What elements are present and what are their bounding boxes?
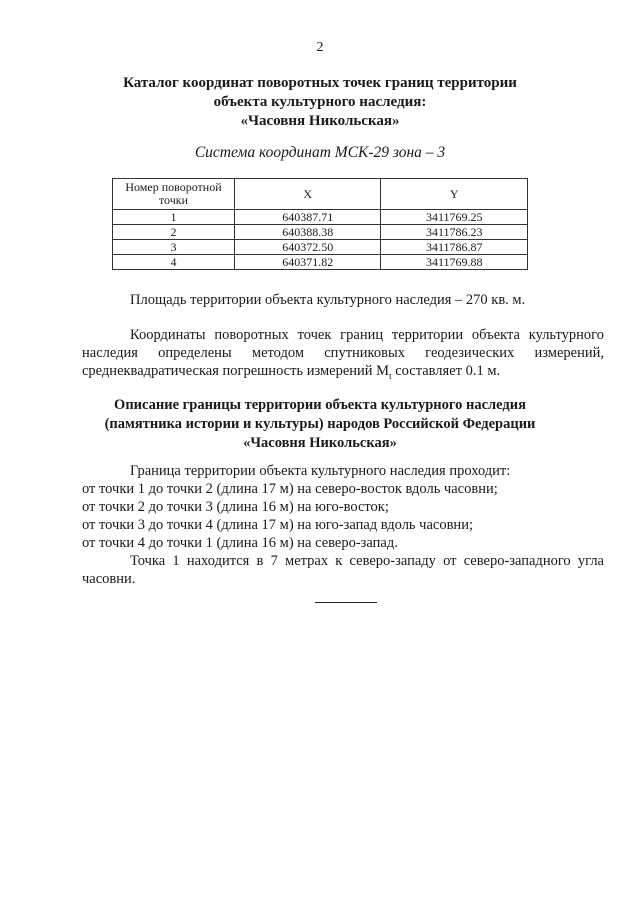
cell-point-number: 3 <box>113 240 235 255</box>
cell-point-number: 2 <box>113 225 235 240</box>
boundary-segment: от точки 3 до точки 4 (длина 17 м) на юго-запад вдоль часовни; <box>82 517 473 533</box>
boundary-title-line: (памятника истории и культуры) народов Российской Федерации <box>104 416 536 432</box>
header-x: X <box>235 179 381 210</box>
coordinates-method-paragraph <box>82 326 604 385</box>
point-location-note: Точка 1 находится в 7 метрах к северо-западу от северо-западного угла часовни. <box>82 553 604 587</box>
cell-x: 640371.82 <box>235 255 381 270</box>
cell-point-number: 1 <box>113 210 235 225</box>
table-header-row <box>113 179 528 210</box>
cell-y: 3411769.25 <box>381 210 528 225</box>
catalog-title-line: «Часовня Никольская» <box>240 113 400 129</box>
header-point-number: Номер поворотной точки <box>113 179 235 210</box>
boundary-segment: от точки 2 до точки 3 (длина 16 м) на юго-восток; <box>82 499 389 515</box>
table-row <box>113 210 528 225</box>
method-text-end: составляет 0.1 м. <box>391 363 501 379</box>
boundary-description-title <box>60 396 580 453</box>
catalog-title-line: Каталог координат поворотных точек границ территории <box>123 75 517 91</box>
cell-point-number: 4 <box>113 255 235 270</box>
method-text-start: Координаты поворотных точек границ территории объекта культурного наследия определены методом спутниковых геодезических измерений, среднеквадратическая погрешность измерений М <box>82 327 604 379</box>
boundary-title-line: Описание границы территории объекта культурного наследия <box>114 397 526 413</box>
page-number: 2 <box>316 40 324 55</box>
coordinates-table <box>112 178 528 270</box>
coordinate-system-label: Система координат МСК-29 зона – 3 <box>194 144 446 161</box>
boundary-title-line: «Часовня Никольская» <box>243 435 397 451</box>
boundary-description <box>82 462 604 588</box>
cell-x: 640388.38 <box>235 225 381 240</box>
boundary-segment: от точки 1 до точки 2 (длина 17 м) на северо-восток вдоль часовни; <box>82 481 498 497</box>
closing-rule <box>315 602 377 603</box>
table-row <box>113 225 528 240</box>
method-subscript: t <box>389 370 392 381</box>
cell-x: 640387.71 <box>235 210 381 225</box>
table-row <box>113 240 528 255</box>
boundary-segment: от точки 4 до точки 1 (длина 16 м) на северо-запад. <box>82 535 398 551</box>
area-paragraph: Площадь территории объекта культурного наследия – 270 кв. м. <box>130 292 526 308</box>
table-row <box>113 255 528 270</box>
cell-y: 3411786.23 <box>381 225 528 240</box>
cell-x: 640372.50 <box>235 240 381 255</box>
cell-y: 3411769.88 <box>381 255 528 270</box>
catalog-title-line: объекта культурного наследия: <box>213 94 427 110</box>
header-y: Y <box>381 179 528 210</box>
catalog-title <box>60 74 580 131</box>
boundary-intro: Граница территории объекта культурного наследия проходит: <box>130 463 511 479</box>
cell-y: 3411786.87 <box>381 240 528 255</box>
